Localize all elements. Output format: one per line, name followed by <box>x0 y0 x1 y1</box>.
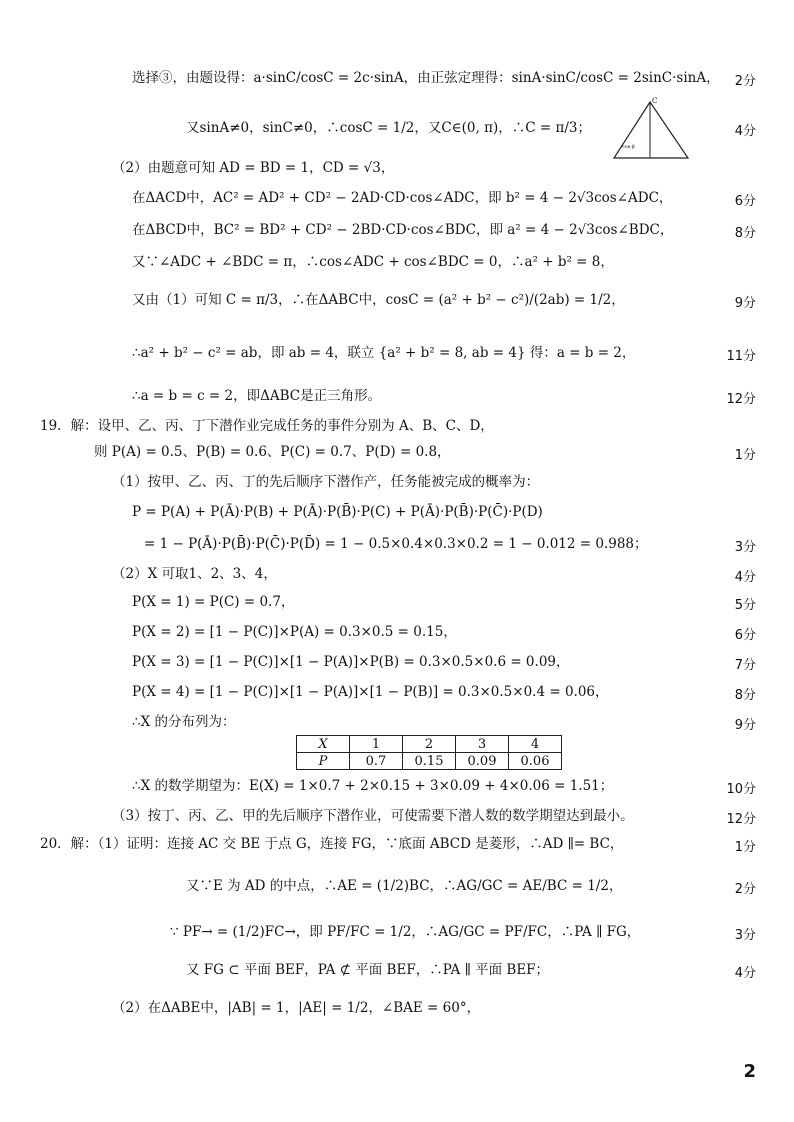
score-mark: 11分 <box>726 349 756 364</box>
solution-line: 选择③，由题设得：a·sinC/cosC = 2c·sinA，由正弦定理得：sinA·sinC/cosC = 2sinC·sinA， <box>132 70 720 86</box>
score-mark: 1分 <box>734 840 756 855</box>
score-mark: 7分 <box>734 658 756 673</box>
solution-line: 又sinA≠0，sinC≠0，∴cosC = 1/2，又C∈(0, π)，∴C = π/3； <box>186 120 591 136</box>
solution-line: = 1 − P(Ā)·P(B̄)·P(C̄)·P(D̄) = 1 − 0.5×0.4×0.3×0.2 = 1 − 0.012 = 0.988； <box>144 536 648 552</box>
solution-line: （1）按甲、乙、丙、丁的先后顺序下潜作产，任务能被完成的概率为： <box>112 474 540 490</box>
solution-line: 又由（1）可知 C = π/3，∴在ΔABC中，cosC = (a² + b² − c²)/(2ab) = 1/2， <box>132 292 625 308</box>
solution-line: P(X = 1) = P(C) = 0.7， <box>132 594 295 610</box>
score-mark: 2分 <box>734 74 756 89</box>
solution-line: ∴a = b = c = 2，即ΔABC是正三角形。 <box>132 388 382 404</box>
triangle-figure <box>608 96 692 176</box>
score-mark: 10分 <box>726 782 756 797</box>
table-cell: 2 <box>403 736 456 753</box>
score-mark: 1分 <box>734 448 756 463</box>
solution-line: 20．解：（1）证明：连接 AC 交 BE 于点 G，连接 FG，∵底面 ABCD 是菱形，∴AD ∥= BC， <box>40 836 624 852</box>
solution-line: P(X = 3) = [1 − P(C)]×[1 − P(A)]×P(B) = 0.3×0.5×0.6 = 0.09， <box>132 654 570 670</box>
page-number: 2 <box>743 1061 756 1082</box>
score-mark: 3分 <box>734 928 756 943</box>
solution-line: 19．解：设甲、乙、丙、丁下潜作业完成任务的事件分别为 A、B、C、D， <box>40 418 494 434</box>
table-row-p <box>297 753 562 770</box>
score-mark: 8分 <box>734 688 756 703</box>
solution-line: （2）由题意可知 AD = BD = 1，CD = √3， <box>112 160 395 176</box>
table-cell: 4 <box>509 736 562 753</box>
table-cell: 1 <box>350 736 403 753</box>
score-mark: 12分 <box>726 812 756 827</box>
score-mark: 9分 <box>734 296 756 311</box>
solution-line: （3）按丁、丙、乙、甲的先后顺序下潜作业，可使需要下潜人数的数学期望达到最小。 <box>112 808 634 824</box>
solution-line: P(X = 4) = [1 − P(C)]×[1 − P(A)]×[1 − P(B)] = 0.3×0.5×0.4 = 0.06， <box>132 684 609 700</box>
solution-line: 又∵∠ADC + ∠BDC = π，∴cos∠ADC + cos∠BDC = 0，∴a² + b² = 8， <box>132 254 614 270</box>
solution-line: 在ΔACD中，AC² = AD² + CD² − 2AD·CD·cos∠ADC，即 b² = 4 − 2√3cos∠ADC， <box>132 190 673 206</box>
score-mark: 4分 <box>734 570 756 585</box>
angle-label: cos·β <box>622 144 635 150</box>
solution-line: ∴a² + b² − c² = ab，即 ab = 4，联立 {a² + b² = 8, ab = 4} 得：a = b = 2， <box>132 345 636 361</box>
score-mark: 3分 <box>734 540 756 555</box>
solution-line: P = P(A) + P(Ā)·P(B) + P(Ā)·P(B̄)·P(C) + P(Ā)·P(B̄)·P(C̄)·P(D) <box>132 504 543 520</box>
score-mark: 12分 <box>726 392 756 407</box>
score-mark: 8分 <box>734 226 756 241</box>
solution-line: 则 P(A) = 0.5、P(B) = 0.6、P(C) = 0.7、P(D) = 0.8， <box>94 444 451 460</box>
solution-line: 在ΔBCD中，BC² = BD² + CD² − 2BD·CD·cos∠BDC，即 a² = 4 − 2√3cos∠BDC， <box>132 222 674 238</box>
table-cell: 3 <box>456 736 509 753</box>
score-mark: 2分 <box>734 882 756 897</box>
solution-line: （2）在ΔABE中，|AB| = 1，|AE| = 1/2，∠BAE = 60°， <box>112 1000 481 1016</box>
solution-line: 又∵E 为 AD 的中点，∴AE = (1/2)BC，∴AG/GC = AE/BC = 1/2， <box>186 878 623 894</box>
solution-line: ∴X 的数学期望为：E(X) = 1×0.7 + 2×0.15 + 3×0.09 + 4×0.06 = 1.51； <box>132 778 614 794</box>
table-cell: P <box>297 753 350 770</box>
score-mark: 4分 <box>734 966 756 981</box>
score-mark: 9分 <box>734 718 756 733</box>
solution-line: ∴X 的分布列为： <box>132 714 236 730</box>
table-cell: 0.7 <box>350 753 403 770</box>
solution-line: （2）X 可取1、2、3、4， <box>112 566 277 582</box>
solution-line: P(X = 2) = [1 − P(C)]×P(A) = 0.3×0.5 = 0.15， <box>132 624 457 640</box>
table-cell: 0.06 <box>509 753 562 770</box>
table-row-x <box>297 736 562 753</box>
table-cell: 0.09 <box>456 753 509 770</box>
score-mark: 4分 <box>734 124 756 139</box>
distribution-table <box>296 735 562 770</box>
apex-label: C <box>652 97 658 105</box>
solution-line: ∵ PF→ = (1/2)FC→，即 PF/FC = 1/2，∴AG/GC = PF/FC，∴PA ∥ FG， <box>170 924 641 940</box>
solution-line: 又 FG ⊂ 平面 BEF，PA ⊄ 平面 BEF，∴PA ∥ 平面 BEF； <box>186 962 550 978</box>
table-cell: X <box>297 736 350 753</box>
score-mark: 6分 <box>734 194 756 209</box>
table-cell: 0.15 <box>403 753 456 770</box>
score-mark: 6分 <box>734 628 756 643</box>
score-mark: 5分 <box>734 598 756 613</box>
